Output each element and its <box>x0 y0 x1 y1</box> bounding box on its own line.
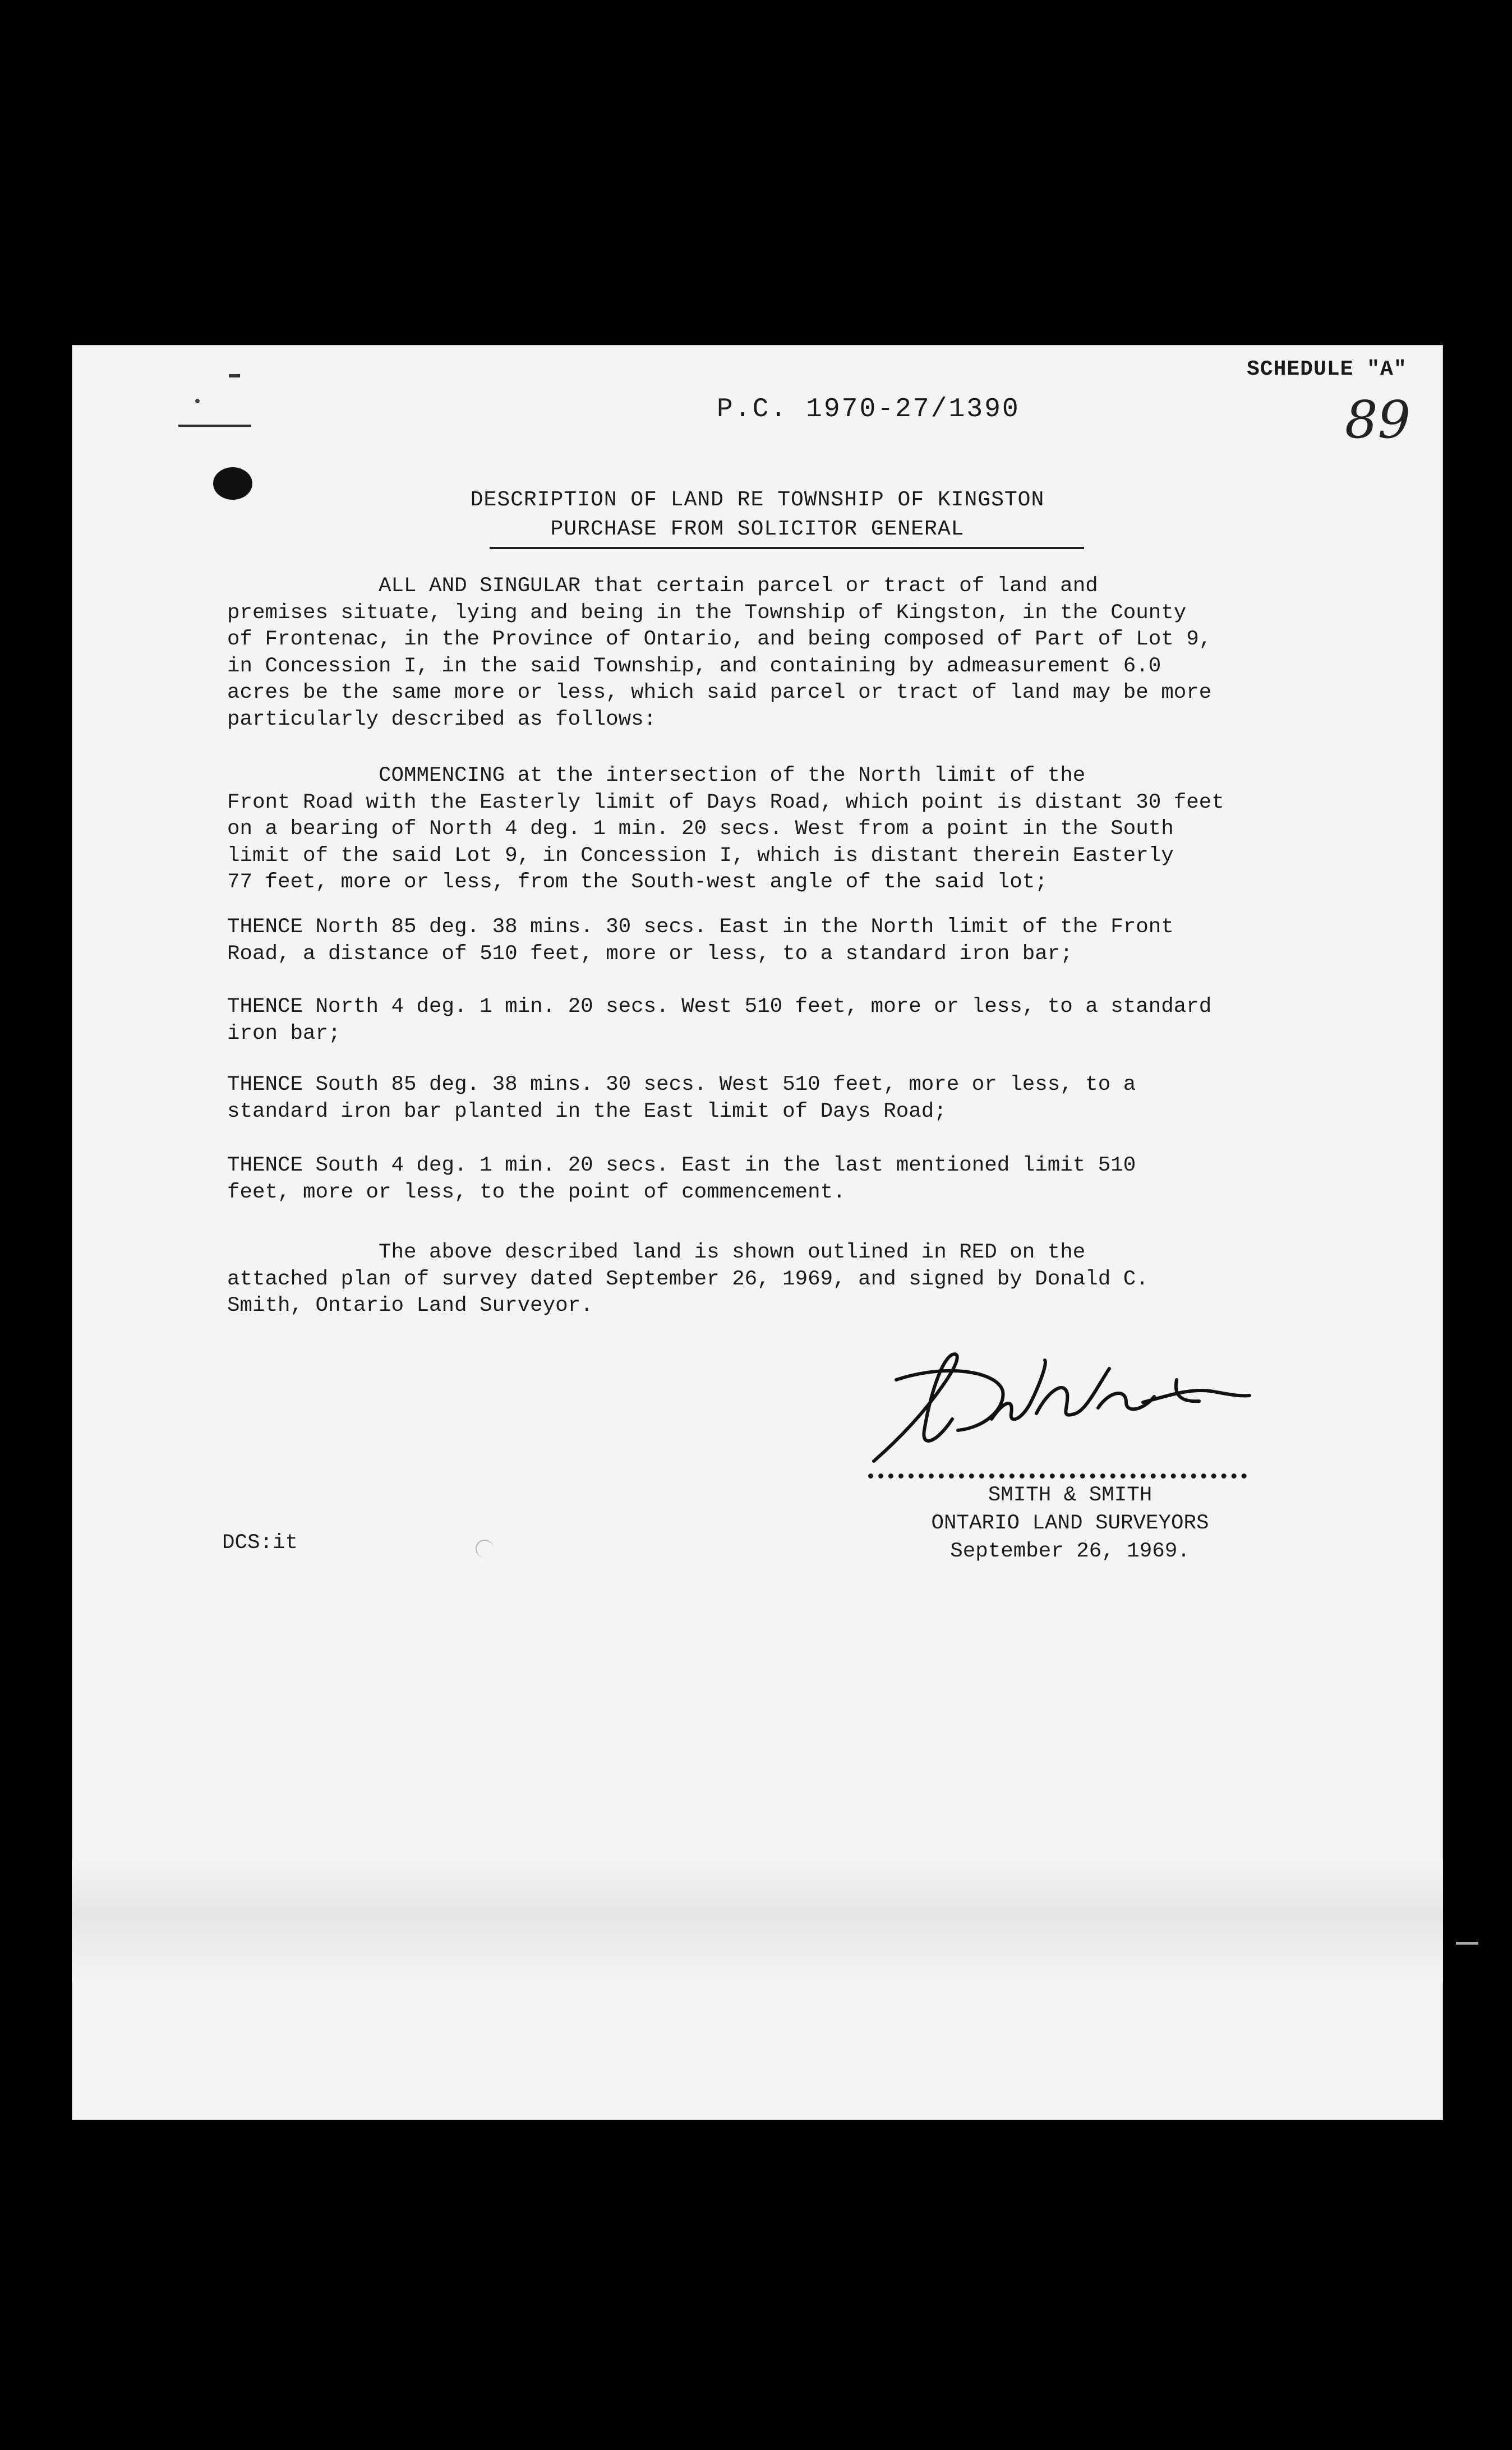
document-page <box>72 345 1443 2120</box>
signatory-date: September 26, 1969. <box>950 1540 1190 1563</box>
scan-mark <box>195 399 200 403</box>
paragraph-intro: ALL AND SINGULAR that certain parcel or tract of land and premises situate, lying and being in the Township of Kingston, in the County of Frontenac, in the Province of Ontario, and being composed of Part of Lot 9, in Concession I, in the said Township, and containing by admeasurement 6.0 acres be the same more or less, which said parcel or tract of land may be more particularly described as follows: <box>227 574 1212 731</box>
reference-initials: DCS:it <box>222 1531 298 1555</box>
order-number: P.C. 1970-27/1390 <box>717 394 1020 425</box>
signatory-firm: SMITH & SMITH <box>988 1484 1153 1507</box>
heading-underline <box>490 547 1084 549</box>
paragraph-closing: The above described land is shown outlined in RED on the attached plan of survey dated September 26, 1969, and signed by Donald C. Smith, Ontario Land Surveyor. <box>227 1241 1149 1318</box>
paragraph-thence-3: THENCE South 85 deg. 38 mins. 30 secs. West 510 feet, more or less, to a standard iron bar planted in the East limit of Days Road; <box>227 1073 1136 1123</box>
document-heading: DESCRIPTION OF LAND RE TOWNSHIP OF KINGSTON <box>470 488 1045 512</box>
scan-mark <box>476 1540 494 1558</box>
scan-mark <box>178 425 251 427</box>
folio-number: 89 <box>1345 390 1411 450</box>
paragraph-commencing: COMMENCING at the intersection of the North limit of the Front Road with the Easterly limit of Days Road, which point is distant 30 feet on a bearing of North 4 deg. 1 min. 20 secs. West from a point in the South limit of the said Lot 9, in Concession I, which is distant therein Easterly 77 feet, more or less, from the South-west angle of the said lot; <box>227 764 1224 894</box>
signatory-title: ONTARIO LAND SURVEYORS <box>931 1512 1209 1535</box>
scan-mark <box>229 374 240 377</box>
paragraph-thence-1: THENCE North 85 deg. 38 mins. 30 secs. East in the North limit of the Front Road, a distance of 510 feet, more or less, to a standard iron bar; <box>227 915 1174 966</box>
scan-mark <box>1456 1942 1478 1945</box>
schedule-label: SCHEDULE "A" <box>1247 357 1407 381</box>
document-subheading: PURCHASE FROM SOLICITOR GENERAL <box>550 517 965 541</box>
signature-line <box>868 1473 1247 1479</box>
handwritten-signature <box>863 1329 1255 1464</box>
paragraph-thence-2: THENCE North 4 deg. 1 min. 20 secs. West 510 feet, more or less, to a standard iron bar; <box>227 995 1212 1046</box>
paragraph-thence-4: THENCE South 4 deg. 1 min. 20 secs. East in the last mentioned limit 510 feet, more or less, to the point of commencement. <box>227 1154 1136 1204</box>
